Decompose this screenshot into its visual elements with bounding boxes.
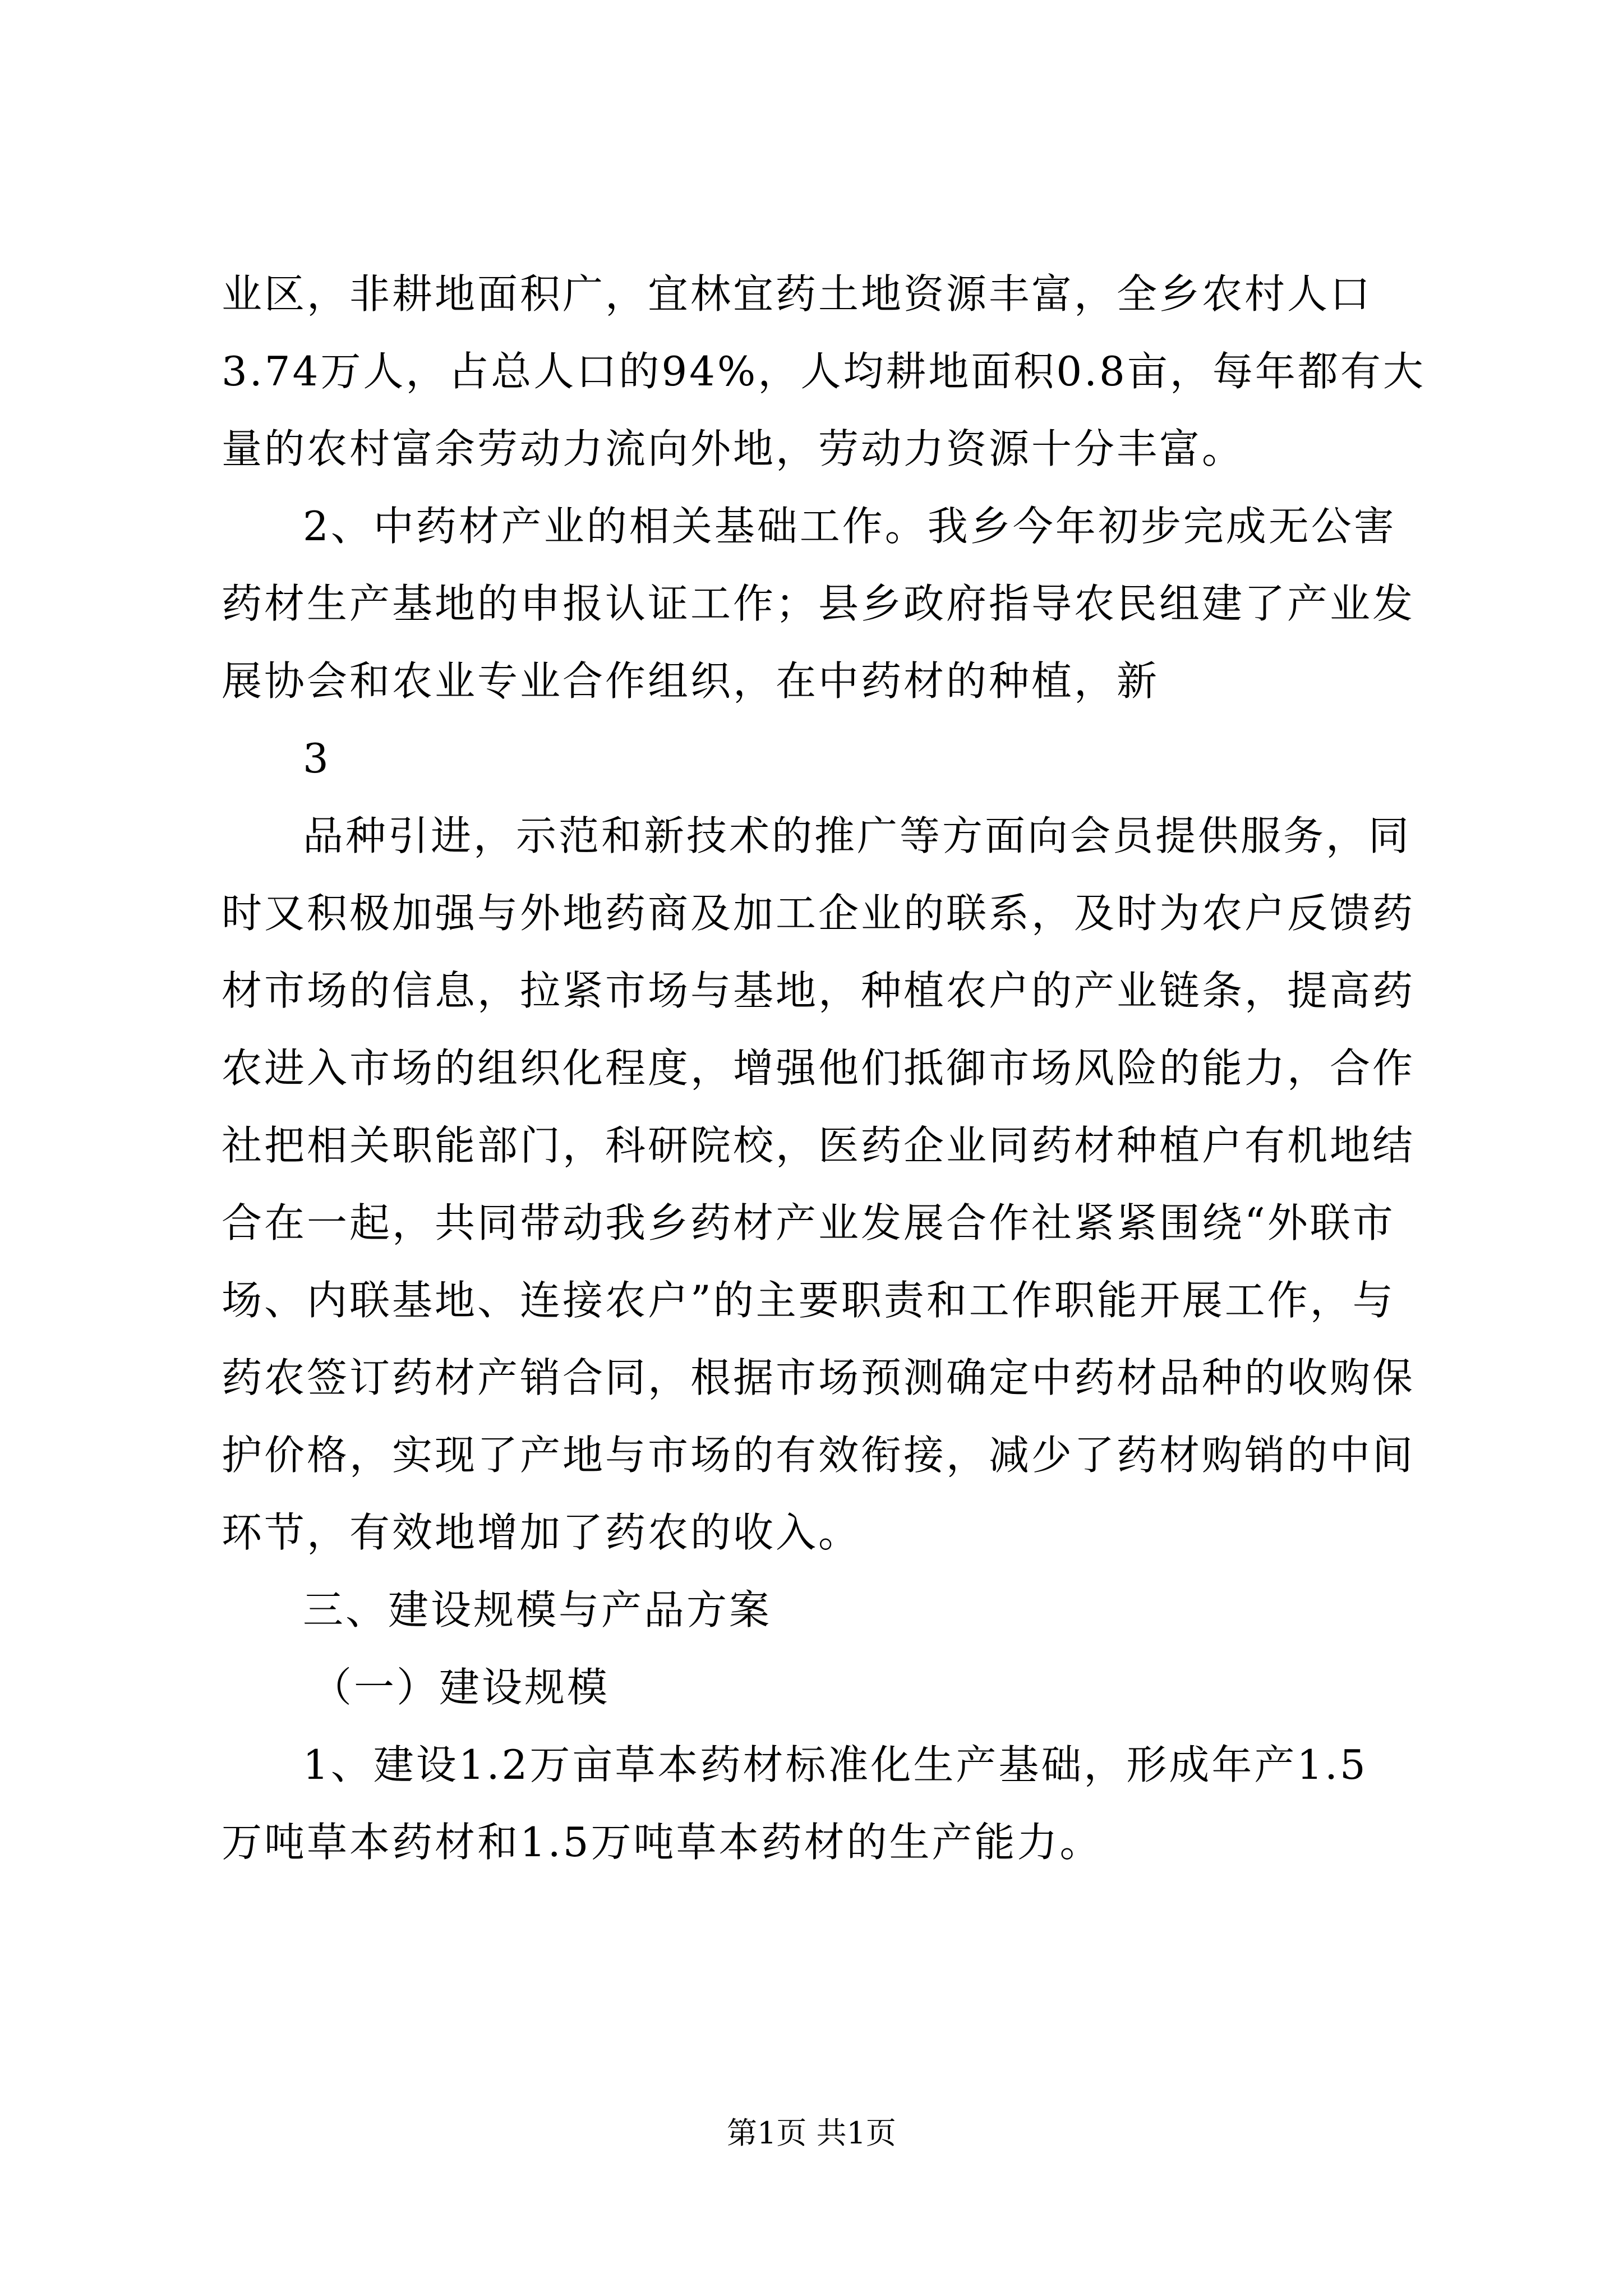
body-text-line: 3.74万人，占总人口的94%，人均耕地面积0.8亩，每年都有大 (222, 348, 1426, 395)
body-text-line: 2、中药材产业的相关基础工作。我乡今年初步完成无公害 (303, 503, 1396, 550)
body-text-line: 环节，有效地增加了药农的收入。 (222, 1509, 861, 1556)
body-text-line: 场、内联基地、连接农户”的主要职责和工作职能开展工作，与 (222, 1277, 1395, 1324)
body-text-line: 1、建设1.2万亩草本药材标准化生产基础，形成年产1.5 (303, 1741, 1368, 1788)
body-text-line: 时又积极加强与外地药商及加工企业的联系，及时为农户反馈药 (222, 890, 1415, 937)
body-text-line: 材市场的信息，拉紧市场与基地，种植农户的产业链条，提高药 (222, 967, 1415, 1014)
body-text-line: 社把相关职能部门，科研院校，医药企业同药材种植户有机地结 (222, 1122, 1415, 1169)
body-text-line: 药材生产基地的申报认证工作；县乡政府指导农民组建了产业发 (222, 580, 1415, 627)
page-number-footer: 第1页 共1页 (727, 2115, 896, 2151)
body-text-line: 3 (303, 735, 331, 782)
body-text-line: 量的农村富余劳动力流向外地，劳动力资源十分丰富。 (222, 425, 1245, 472)
body-text-line: 万吨草本药材和1.5万吨草本药材的生产能力。 (222, 1819, 1103, 1866)
body-text-line: 业区，非耕地面积广，宜林宜药土地资源丰富，全乡农村人口 (222, 270, 1373, 318)
subsection-heading: （一）建设规模 (311, 1664, 610, 1711)
body-text-line: 农进入市场的组织化程度，增强他们抵御市场风险的能力，合作 (222, 1045, 1415, 1092)
body-text-line: 护价格，实现了产地与市场的有效衔接，减少了药材购销的中间 (222, 1432, 1415, 1479)
body-text-line: 品种引进，示范和新技术的推广等方面向会员提供服务，同 (303, 812, 1412, 859)
body-text-line: 药农签订药材产销合同，根据市场预测确定中药材品种的收购保 (222, 1354, 1415, 1401)
body-text-line: 展协会和农业专业合作组织，在中药材的种植，新 (222, 657, 1160, 705)
body-text-line: 合在一起，共同带动我乡药材产业发展合作社紧紧围绕“外联市 (222, 1199, 1395, 1246)
section-heading: 三、建设规模与产品方案 (303, 1586, 772, 1634)
